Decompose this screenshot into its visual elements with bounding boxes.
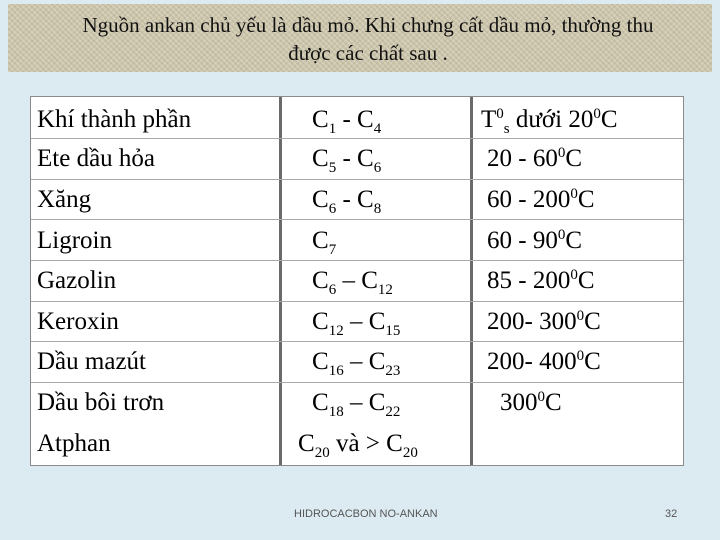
boiling-point: $300^0C$	[500, 389, 562, 416]
footer-title: HIDROCACBON NO-ANKAN	[294, 508, 438, 520]
boiling-point: $85 - 200^0C$	[487, 267, 595, 294]
row-divider	[31, 179, 683, 180]
carbon-range: $C_6 - C_{12}$	[312, 267, 393, 298]
row-divider	[31, 341, 683, 342]
column-divider	[279, 97, 282, 465]
boiling-point: 200- $400^0C$	[487, 348, 601, 375]
boiling-point: $20 - 60^0C$	[487, 145, 583, 172]
row-divider	[31, 138, 683, 139]
column-divider	[470, 97, 473, 465]
fraction-name: Xăng	[37, 186, 92, 213]
page-number: 32	[665, 508, 678, 520]
row-divider	[31, 260, 683, 261]
carbon-range: $C_{16} - C_{23}$	[312, 348, 401, 379]
fractions-table	[30, 96, 684, 466]
fraction-name: Ligroin	[37, 227, 112, 254]
fraction-name: Dầu bôi trơn	[37, 389, 165, 416]
fraction-name: Ete dầu hỏa	[37, 145, 156, 172]
title-line-2: được các chất sau .	[288, 41, 448, 65]
title-line-1: Nguồn ankan chủ yếu là dầu mỏ. Khi chưng cất dầu mỏ, thường thu	[82, 13, 654, 37]
boiling-point-header: $T^0_s$ dưới $20^0C$	[481, 106, 618, 137]
carbon-range: $C_1 - C_4$	[312, 106, 382, 137]
carbon-range: $C_7$	[312, 227, 337, 258]
row-divider	[31, 382, 683, 383]
fraction-name: Dầu mazút	[37, 348, 146, 375]
boiling-point: 200- $300^0C$	[487, 308, 601, 335]
title-band	[8, 4, 712, 72]
fraction-name: Khí thành phần	[37, 106, 192, 133]
carbon-range: $C_6 - C_8$	[312, 186, 382, 217]
slide-title	[28, 11, 708, 67]
fraction-name: Keroxin	[37, 308, 119, 335]
fraction-name: Atphan	[37, 430, 111, 457]
carbon-range: $C_{12} - C_{15}$	[312, 308, 401, 339]
boiling-point: $60 - 90^0C$	[487, 227, 583, 254]
row-divider	[31, 219, 683, 220]
carbon-range: $C_{18} - C_{22}$	[312, 389, 401, 420]
carbon-range: $C_{20}$ và > $C_{20}$	[298, 430, 418, 461]
carbon-range: $C_5 - C_6$	[312, 145, 382, 176]
boiling-point: $60 - 200^0C$	[487, 186, 595, 213]
fraction-name: Gazolin	[37, 267, 117, 294]
row-divider	[31, 301, 683, 302]
